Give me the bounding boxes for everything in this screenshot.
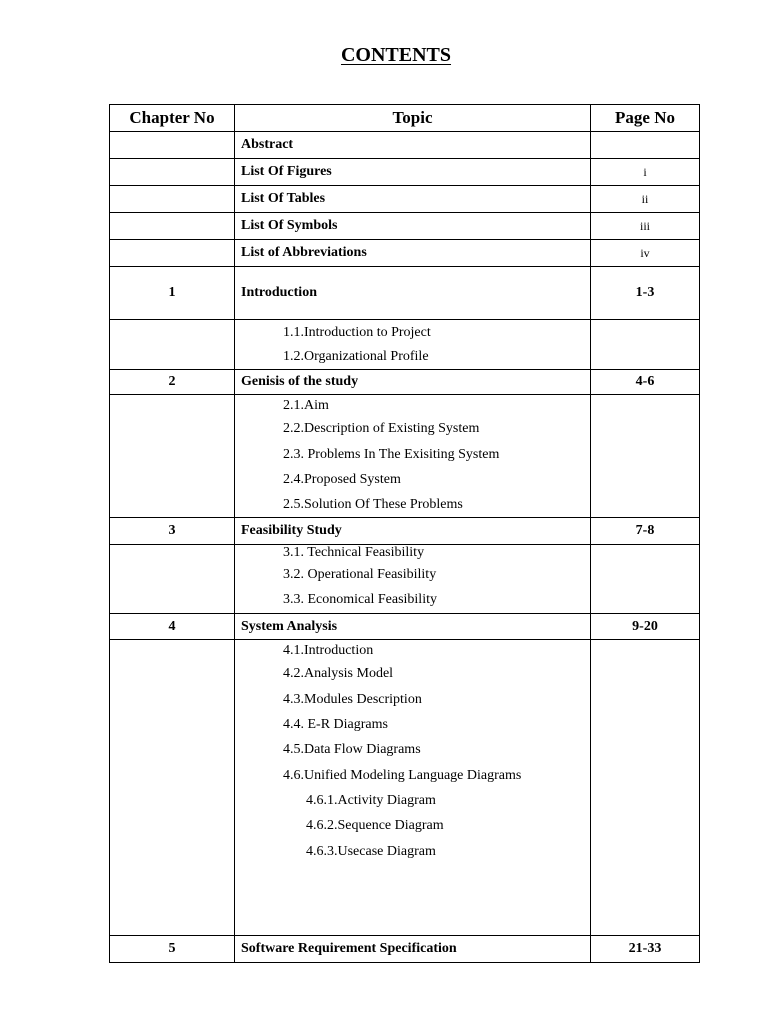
empty-cell <box>110 545 235 614</box>
section-list <box>235 395 591 518</box>
chapter-row <box>110 936 700 963</box>
chapter-pages: 1-3 <box>591 267 700 320</box>
header-page-no: Page No <box>591 105 700 132</box>
sections-row <box>110 395 700 518</box>
chapter-row <box>110 614 700 640</box>
page-cell: iv <box>591 240 700 267</box>
sections-row <box>110 640 700 936</box>
empty-cell <box>110 640 235 936</box>
table-row <box>110 213 700 240</box>
list-item: 3.1. Technical Feasibility <box>283 545 425 561</box>
list-item: 4.4. E-R Diagrams <box>283 717 388 733</box>
chapter-title: Genisis of the study <box>235 370 591 395</box>
chapter-row <box>110 370 700 395</box>
empty-cell <box>591 395 700 518</box>
sections-row <box>110 320 700 370</box>
table-row <box>110 240 700 267</box>
section-list <box>235 640 591 936</box>
page-cell: iii <box>591 213 700 240</box>
table-row <box>110 186 700 213</box>
topic-cell: List Of Tables <box>235 186 591 213</box>
list-item: 4.6.1.Activity Diagram <box>306 792 436 808</box>
page-cell: ii <box>591 186 700 213</box>
chapter-title: Introduction <box>235 267 591 320</box>
chapter-row <box>110 518 700 545</box>
chapter-pages: 21-33 <box>591 936 700 963</box>
table-row <box>110 159 700 186</box>
list-item: 3.2. Operational Feasibility <box>283 567 437 583</box>
list-item: 4.5.Data Flow Diagrams <box>283 742 421 758</box>
topic-cell: Abstract <box>235 132 591 159</box>
chapter-cell <box>110 132 235 159</box>
list-item: 1.2.Organizational Profile <box>283 349 429 365</box>
chapter-number: 5 <box>110 936 235 963</box>
list-item: 4.6.Unified Modeling Language Diagrams <box>283 767 522 783</box>
chapter-cell <box>110 240 235 267</box>
chapter-number: 1 <box>110 267 235 320</box>
page-cell: i <box>591 159 700 186</box>
section-list <box>235 545 591 614</box>
chapter-row <box>110 267 700 320</box>
chapter-number: 2 <box>110 370 235 395</box>
list-item: 4.6.2.Sequence Diagram <box>306 818 444 834</box>
chapter-pages: 9-20 <box>591 614 700 640</box>
empty-cell <box>110 320 235 370</box>
table-header-row <box>110 105 700 132</box>
list-item: 4.1.Introduction <box>283 643 374 659</box>
header-topic: Topic <box>235 105 591 132</box>
list-item: 2.1.Aim <box>283 398 329 414</box>
contents-table <box>109 104 700 963</box>
empty-cell <box>591 640 700 936</box>
topic-cell: List Of Symbols <box>235 213 591 240</box>
list-item: 2.3. Problems In The Exisiting System <box>283 446 500 462</box>
chapter-number: 3 <box>110 518 235 545</box>
chapter-title: Software Requirement Specification <box>235 936 591 963</box>
chapter-title: Feasibility Study <box>235 518 591 545</box>
empty-cell <box>591 320 700 370</box>
topic-cell: List of Abbreviations <box>235 240 591 267</box>
list-item: 1.1.Introduction to Project <box>283 325 431 340</box>
chapter-pages: 4-6 <box>591 370 700 395</box>
page-cell <box>591 132 700 159</box>
empty-cell <box>110 395 235 518</box>
chapter-number: 4 <box>110 614 235 640</box>
chapter-cell <box>110 186 235 213</box>
list-item: 2.5.Solution Of These Problems <box>283 497 463 513</box>
table-row <box>110 132 700 159</box>
list-item: 2.4.Proposed System <box>283 471 401 487</box>
chapter-pages: 7-8 <box>591 518 700 545</box>
topic-cell: List Of Figures <box>235 159 591 186</box>
list-item: 2.2.Description of Existing System <box>283 421 480 437</box>
list-item: 3.3. Economical Feasibility <box>283 592 437 608</box>
sections-row <box>110 545 700 614</box>
chapter-title: System Analysis <box>235 614 591 640</box>
list-item: 4.2.Analysis Model <box>283 666 394 682</box>
list-item: 4.6.3.Usecase Diagram <box>306 843 436 859</box>
header-chapter-no: Chapter No <box>110 105 235 132</box>
chapter-cell <box>110 159 235 186</box>
page-title: CONTENTS <box>340 44 452 66</box>
empty-cell <box>591 545 700 614</box>
section-list <box>235 320 591 370</box>
list-item: 4.3.Modules Description <box>283 691 422 707</box>
chapter-cell <box>110 213 235 240</box>
